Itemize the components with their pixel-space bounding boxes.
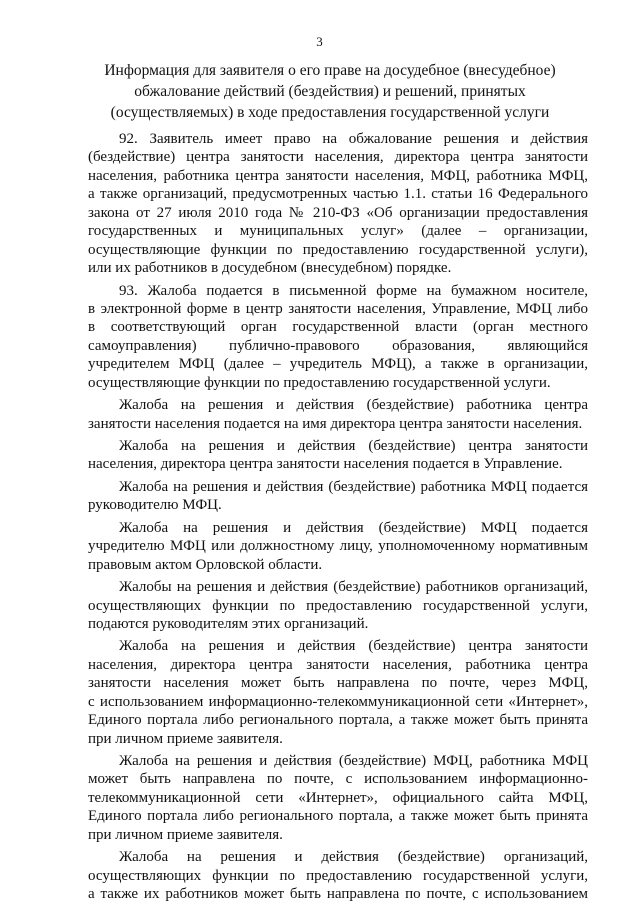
paragraph-line: Жалобы на решения и действия (бездействие) работников организаций, — [119, 579, 588, 596]
paragraph-line: населения, работника центра занятости населения, МФЦ, работника МФЦ, — [88, 167, 588, 184]
paragraph — [88, 519, 588, 574]
paragraph-line: осуществляющие функции по предоставлению государственной услуги. — [88, 374, 551, 391]
paragraph — [88, 130, 588, 278]
paragraph-line: с использованием информационно-телекоммуникационной сети «Интернет», — [88, 693, 588, 710]
paragraph-line: Жалоба на решения и действия (бездействие) МФЦ, работника МФЦ — [119, 753, 588, 769]
page-number: 3 — [316, 34, 323, 49]
paragraph-line: Жалоба на решения и действия (бездействие) работника центра — [119, 397, 588, 414]
paragraph-line: осуществляющих функции по предоставлению государственной услуги, — [88, 867, 588, 884]
paragraph-line: Жалоба на решения и действия (бездействие) работника МФЦ подается — [119, 478, 588, 495]
paragraph — [88, 752, 588, 844]
paragraph — [88, 396, 588, 433]
paragraph-line: Жалоба на решения и действия (бездействие) организаций, — [119, 849, 588, 866]
heading-line: Информация для заявителя о его праве на досудебное (внесудебное) — [104, 62, 556, 79]
paragraph-line: осуществляющих функции по предоставлению государственной услуги, — [88, 597, 588, 614]
paragraph-line: Единого портала либо регионального портала, а также может быть принята — [88, 808, 588, 825]
paragraph-line: при личном приеме заявителя. — [88, 730, 283, 747]
paragraph-line: может быть направлена по почте, с использованием информационно- — [88, 771, 588, 788]
paragraph-line: Жалоба на решения и действия (бездействие) МФЦ подается — [119, 519, 588, 536]
paragraph-line: Жалоба на решения и действия (бездействие) центра занятости — [119, 638, 588, 655]
paragraph — [88, 637, 588, 748]
paragraph-line: занятости населения подается на имя директора центра занятости населения. — [88, 415, 583, 432]
heading-line: обжалование действий (бездействия) и решений, принятых — [134, 83, 526, 100]
paragraph-line: Жалоба на решения и действия (бездействие) центра занятости — [119, 438, 588, 454]
paragraph-line: 92. Заявитель имеет право на обжалование решения и действия — [119, 131, 588, 147]
paragraph-line: самоуправления) публично-правового образования, являющийся — [88, 337, 588, 354]
paragraph-line: закона от 27 июля 2010 года № 210-ФЗ «Об организации предоставления — [88, 204, 588, 221]
paragraph — [88, 437, 588, 474]
paragraph — [88, 848, 588, 903]
paragraph-line: при личном приеме заявителя. — [88, 826, 283, 843]
paragraph-line: в электронной форме в центр занятости населения, Управление, МФЦ либо — [88, 300, 588, 317]
paragraph-line: правовым актом Орловской области. — [88, 556, 323, 573]
paragraph-line: (бездействие) центра занятости населения, директора центра занятости — [88, 149, 588, 166]
paragraph-line: а также их работников может быть направлена по почте, с использованием — [88, 886, 588, 903]
paragraph-line: подаются руководителям этих организаций. — [88, 615, 369, 632]
paragraph-line: государственных и муниципальных услуг» (далее – организации, — [88, 223, 588, 240]
paragraph-line: населения, директора центра занятости населения, работника центра — [88, 656, 588, 673]
paragraph-line: населения, директора центра занятости населения подается в Управление. — [88, 456, 563, 473]
paragraph-line: руководителю МФЦ. — [88, 497, 222, 514]
paragraph-line: телекоммуникационной сети «Интернет», официального сайта МФЦ, — [88, 789, 588, 806]
paragraph-line: учредителем МФЦ (далее – учредитель МФЦ), а также в организации, — [88, 356, 588, 373]
paragraph-line: занятости населения может быть направлена по почте, через МФЦ, — [88, 675, 588, 692]
paragraph-line: Единого портала либо регионального портала, а также может быть принята — [88, 712, 588, 729]
paragraph-line: осуществляющие функции по предоставлению государственной услуги), — [88, 241, 588, 258]
paragraph-line: или их работников в досудебном (внесудебном) порядке. — [88, 260, 452, 277]
paragraph — [88, 578, 588, 633]
paragraph — [88, 282, 588, 393]
paragraph-line: учредителю МФЦ или должностному лицу, уполномоченному нормативным — [88, 538, 588, 555]
heading-line: (осуществляемых) в ходе предоставления государственной услуги — [110, 104, 550, 121]
paragraph — [88, 478, 588, 515]
paragraph-line: а также организаций, предусмотренных частью 1.1. статьи 16 Федерального — [88, 186, 588, 203]
section-heading — [100, 60, 560, 123]
paragraph-line: в соответствующий орган государственной власти (орган местного — [88, 319, 588, 336]
document-body — [88, 130, 588, 904]
paragraph-line: 93. Жалоба подается в письменной форме на бумажном носителе, — [119, 282, 588, 299]
